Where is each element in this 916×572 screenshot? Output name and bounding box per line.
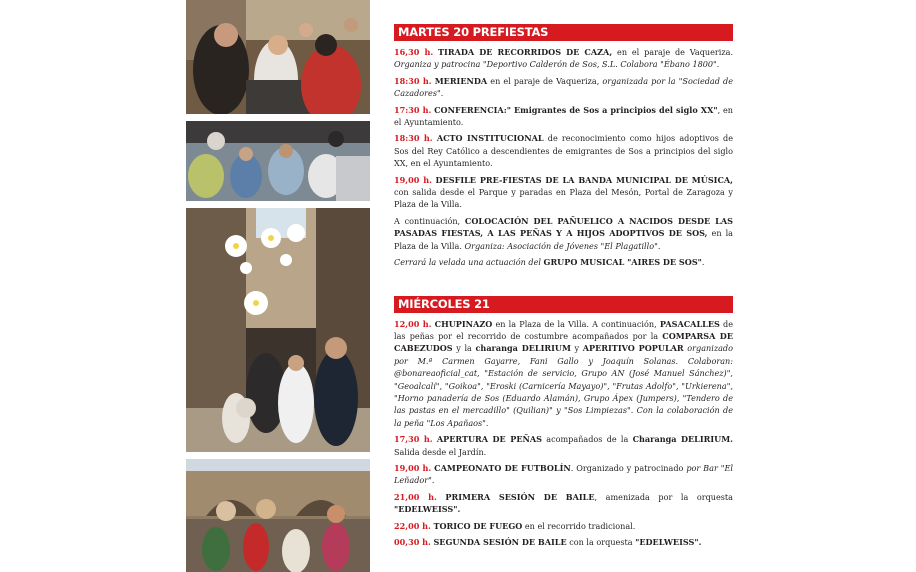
- event-text: A continuación,: [394, 215, 465, 226]
- event-title: COMPARSA DE CABEZUDOS: [394, 330, 733, 354]
- event-time: 16,30 h.: [394, 47, 434, 57]
- event-item: [394, 536, 733, 548]
- event-title: ACTO INSTITUCIONAL: [436, 133, 544, 144]
- event-time: 17:30 h.: [394, 104, 432, 115]
- event-item: [394, 318, 733, 430]
- photo-plaza-crowd: [186, 459, 370, 572]
- event-time: 21,00 h.: [394, 491, 437, 502]
- event-text: en la Plaza de la Villa.: [394, 228, 734, 251]
- event-title: APERITIVO POPULAR: [582, 343, 684, 354]
- event-text: de las peñas por el recorrido de costumbre acompañados por la: [394, 318, 734, 341]
- event-time: 19,00 h.: [394, 462, 432, 473]
- event-time: 17,30 h.: [394, 434, 433, 445]
- event-organizer: por Bar "El Leñador".: [394, 462, 733, 486]
- event-time: 00,30 h.: [394, 537, 431, 547]
- event-organizer: organizada por la "Sociedad de Cazadores".: [394, 75, 734, 99]
- event-item: [394, 462, 733, 487]
- event-title: "EDELWEISS".: [635, 537, 702, 547]
- event-time: 18:30 h.: [394, 133, 433, 144]
- event-title: CAMPEONATO DE FUTBOLÍN: [434, 462, 571, 473]
- event-item: [394, 104, 733, 129]
- event-title: charanga DELIRIUM: [475, 343, 571, 354]
- event-title: "EDELWEISS".: [394, 504, 461, 515]
- event-organizer: Organiza y patrocina "Deportivo Calderón de Sos, S.L. Colabora "Ébano 1800".: [394, 59, 720, 70]
- event-title: DESFILE PRE-FIESTAS DE LA BANDA MUNICIPAL DE MÚSICA,: [435, 174, 733, 185]
- program-content: [394, 24, 733, 552]
- event-text: y la: [452, 343, 476, 354]
- day-header-martes: MARTES 20 PREFIESTAS: [394, 24, 733, 41]
- event-text: en el paraje de Vaqueriza.: [612, 47, 734, 57]
- event-item: [394, 75, 733, 100]
- event-title: Charanga DELIRIUM.: [632, 434, 733, 445]
- event-title: MERIENDA: [434, 75, 488, 86]
- event-time: 18:30 h.: [394, 75, 432, 86]
- event-item: [394, 256, 733, 268]
- event-item: [394, 174, 733, 211]
- photo-band-musicians: [186, 0, 370, 114]
- event-title: CHUPINAZO: [434, 318, 493, 329]
- event-title: TIRADA DE RECORRIDOS DE CAZA,: [438, 47, 613, 57]
- event-text: con la orquesta: [566, 537, 636, 547]
- event-text: Salida desde el Jardín.: [394, 446, 487, 457]
- event-item: [394, 433, 733, 458]
- event-text: con salida desde el Parque y paradas en Plaza del Mesón, Portal de Zaragoza y Plaza de la Villa.: [394, 187, 733, 210]
- event-text: .: [701, 257, 705, 268]
- event-title: PASACALLES: [659, 318, 720, 329]
- event-title: CONFERENCIA:" Emigrantes de Sos a principios del siglo XX": [434, 104, 718, 115]
- event-organizer: Organiza: Asociación de Jóvenes "El Plagatillo".: [464, 240, 661, 251]
- event-item: [394, 215, 733, 252]
- event-item: [394, 491, 733, 516]
- day-header-miercoles: MIÉRCOLES 21: [394, 296, 733, 313]
- event-title: COLOCACIÓN DEL PAÑUELICO A NACIDOS DESDE LAS PASADAS FIESTAS, A LAS PEÑAS Y A HIJOS ADOPTIVOS DE SOS,: [394, 215, 733, 239]
- event-time: 22,00 h.: [394, 520, 431, 531]
- event-text: y: [570, 343, 583, 354]
- event-organizer: organizado por M.ª Carmen Gayarre, Fani Gallo y Joaquín Solanas. Colaboran: @bonareaoficial_cat, "Estación de servicio, Grupo AN (José Manuel Sánchez)", "Geoalcalí", "Goikoa", "Eroski (Carnicería Mayayo)", "Frutas Adolfo", "Urkierena", "Horno panadería de Sos (Eduardo Alamán), Grupo Ápex (Jumpers), "Tendero de las pastas en el mercadillo" (Quilian)" y "Sos Limpiezas". Con la colaboración de la peña "Los Apañaos".: [394, 343, 733, 428]
- event-text: , en el Ayuntamiento.: [394, 104, 733, 128]
- event-text: , amenizada por la orquesta: [594, 491, 733, 502]
- event-time: 12,00 h.: [394, 318, 432, 329]
- event-title: TORICO DE FUEGO: [433, 520, 523, 531]
- event-title: SEGUNDA SESIÓN DE BAILE: [433, 537, 567, 547]
- photo-street-parade: [186, 208, 370, 452]
- event-text: acompañados de la: [542, 434, 633, 445]
- event-text: Cerrará la velada una actuación del: [394, 257, 544, 268]
- event-title: APERTURA DE PEÑAS: [436, 434, 543, 445]
- event-text: de reconocimiento como hijos adoptivos de Sos del Rey Católico a descendientes de emigrantes de Sos a principios del siglo XX, en el Ayuntamiento.: [394, 133, 733, 169]
- event-title: GRUPO MUSICAL "AIRES DE SOS": [543, 257, 702, 268]
- event-text: en la Plaza de la Villa. A continuación,: [492, 318, 660, 329]
- event-text: en el paraje de Vaqueriza,: [487, 75, 603, 86]
- event-title: PRIMERA SESIÓN DE BAILE: [445, 491, 595, 502]
- event-item: [394, 46, 733, 71]
- event-text: en el recorrido tradicional.: [522, 520, 636, 531]
- event-time: 19,00 h.: [394, 174, 432, 185]
- photo-card-players: [186, 121, 370, 201]
- event-text: . Organizado y patrocinado: [570, 462, 687, 473]
- event-item: [394, 520, 733, 532]
- event-item: [394, 132, 733, 169]
- photo-column: [186, 0, 370, 572]
